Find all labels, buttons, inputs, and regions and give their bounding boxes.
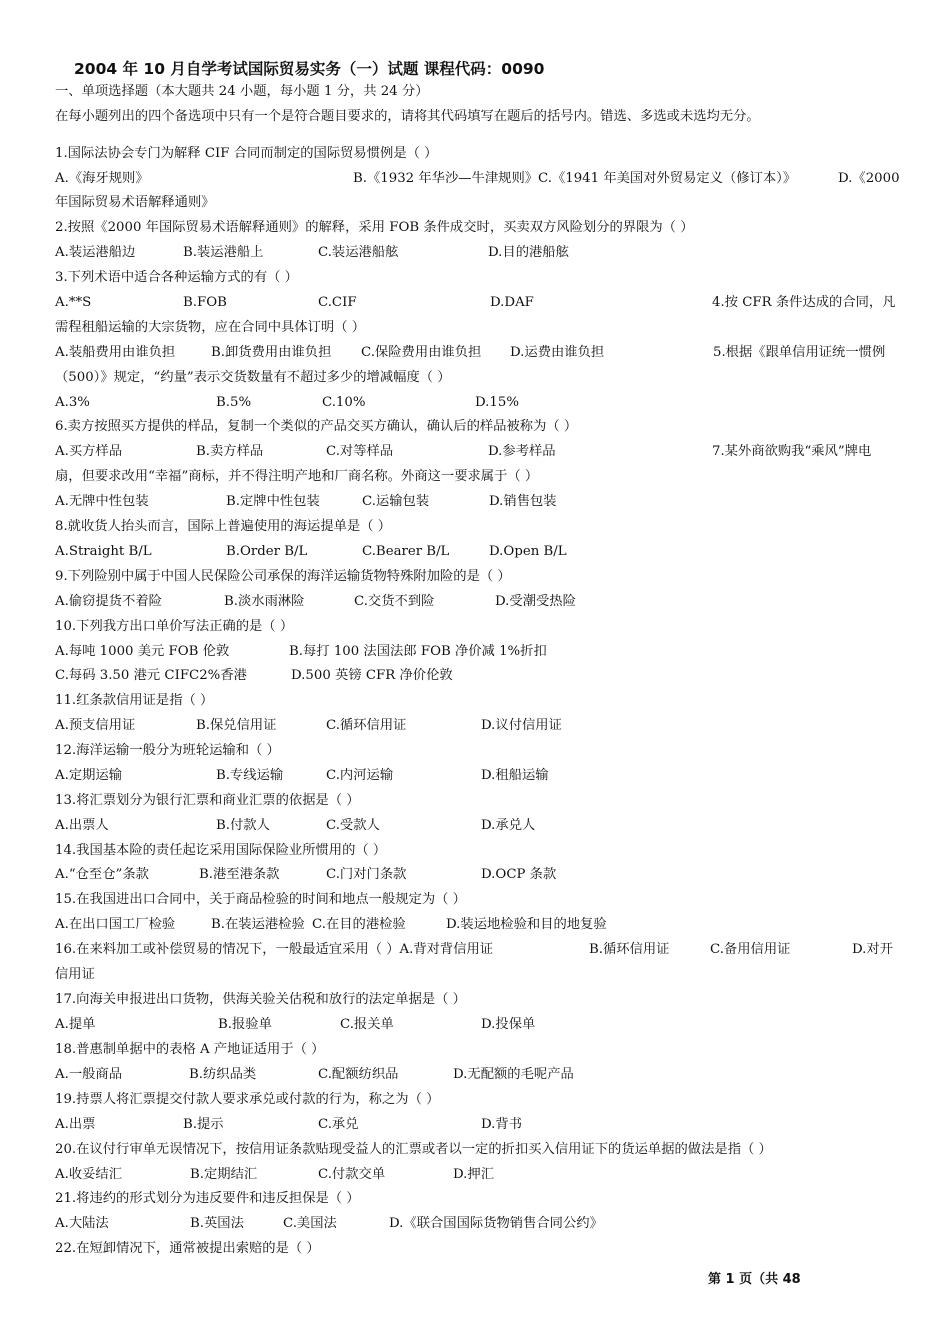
option-text: A.**S <box>55 295 92 310</box>
option-text: D.《联合国国际货物销售合同公约》 <box>389 1216 603 1231</box>
line-text: 20.在议付行审单无误情况下，按信用证条款贴现受益人的汇票或者以一定的折扣买入信用证下的货运单据的做法是指（ ） <box>55 1142 772 1157</box>
line-text: 19.持票人将汇票提交付款人要求承兑或付款的行为，称之为（ ） <box>55 1092 440 1107</box>
option-text: D.参考样品 <box>488 444 556 459</box>
option-text: C.报关单 <box>340 1017 394 1032</box>
option-text: 4.按 CFR 条件达成的合同，凡 <box>712 295 896 310</box>
line-text: 18.普惠制单据中的表格 A 产地证适用于（ ） <box>55 1042 325 1057</box>
option-text: B.港至港条款 <box>199 867 280 882</box>
option-text: D.受潮受热险 <box>495 594 576 609</box>
option-text: C.运输包装 <box>362 494 430 509</box>
option-text: C.付款交单 <box>318 1167 386 1182</box>
option-text: C.交货不到险 <box>354 594 435 609</box>
line-text: 8.就收货人抬头而言，国际上普遍使用的海运提单是（ ） <box>55 519 392 534</box>
option-text: A.出票人 <box>55 818 109 833</box>
option-text: A.每吨 1000 美元 FOB 伦敦 <box>55 644 230 659</box>
option-text: D.背书 <box>481 1117 523 1132</box>
option-text: A.大陆法 <box>55 1216 109 1231</box>
option-text: D.Open B/L <box>489 544 567 559</box>
line-text: 扇，但要求改用“幸福”商标，并不得注明产地和厂商名称。外商这一要求属于（ ） <box>55 469 539 484</box>
option-text: C.内河运输 <box>326 768 394 783</box>
option-text: B.每打 100 法国法郎 FOB 净价减 1%折扣 <box>289 644 547 659</box>
line-text: 在每小题列出的四个备选项中只有一个是符合题目要求的，请将其代码填写在题后的括号内。错选、多选或未选均无分。 <box>55 109 760 124</box>
option-text: D.议付信用证 <box>481 718 562 733</box>
option-text: C.装运港船舷 <box>318 245 399 260</box>
page-footer: 第 1 页（共 48 <box>708 1272 801 1287</box>
line-text: 10.下列我方出口单价写法正确的是（ ） <box>55 619 294 634</box>
line-text: 17.向海关申报进出口货物，供海关验关估税和放行的法定单据是（ ） <box>55 992 466 1007</box>
line-text: 15.在我国进出口合同中，关于商品检验的时间和地点一般规定为（ ） <box>55 892 466 907</box>
option-text: B.5% <box>216 395 252 410</box>
option-text: B.纺织品类 <box>189 1067 257 1082</box>
option-text: D.无配额的毛呢产品 <box>453 1067 574 1082</box>
option-text: A.装运港船边 <box>55 245 136 260</box>
line-text: 11.红条款信用证是指（ ） <box>55 693 214 708</box>
option-text: A.无牌中性包装 <box>55 494 149 509</box>
option-text: A.买方样品 <box>55 444 123 459</box>
option-text: A.3% <box>55 395 90 410</box>
option-text: C.备用信用证 <box>710 942 791 957</box>
option-text: C.保险费用由谁负担 <box>361 345 482 360</box>
option-text: B.卸货费用由谁负担 <box>211 345 332 360</box>
option-text: A.提单 <box>55 1017 96 1032</box>
line-text: 22.在短卸情况下，通常被提出索赔的是（ ） <box>55 1241 320 1256</box>
option-text: D.目的港船舷 <box>488 245 569 260</box>
option-text: D.销售包装 <box>489 494 557 509</box>
line-text: 12.海洋运输一般分为班轮运输和（ ） <box>55 743 280 758</box>
option-text: A.Straight B/L <box>55 544 152 559</box>
option-text: C.承兑 <box>318 1117 359 1132</box>
option-text: A.一般商品 <box>55 1067 123 1082</box>
option-text: 7.某外商欲购我“乘风”牌电 <box>712 444 872 459</box>
option-text: A.“仓至仓”条款 <box>55 867 149 882</box>
option-text: B.专线运输 <box>216 768 284 783</box>
option-text: D.押汇 <box>453 1167 495 1182</box>
option-text: C.CIF <box>318 295 357 310</box>
line-text: 21.将违约的形式划分为违反要件和违反担保是（ ） <box>55 1191 360 1206</box>
option-text: D.租船运输 <box>481 768 549 783</box>
option-text: A.装船费用由谁负担 <box>55 345 176 360</box>
option-text: D.OCP 条款 <box>481 867 557 882</box>
line-text: 需程租船运输的大宗货物，应在合同中具体订明（ ） <box>55 320 366 335</box>
option-text: C.门对门条款 <box>326 867 407 882</box>
option-text: D.承兑人 <box>481 818 536 833</box>
option-text: B.《1932 年华沙—牛津规则》C.《1941 年美国对外贸易定义（修订本）》 <box>353 171 797 186</box>
option-text: D.装运地检验和目的地复验 <box>446 917 607 932</box>
line-text: 年国际贸易术语解释通则》 <box>55 195 215 210</box>
line-text: 一、单项选择题（本大题共 24 小题，每小题 1 分，共 24 分） <box>55 84 429 99</box>
option-text: C.美国法 <box>283 1216 337 1231</box>
line-text: 3.下列术语中适合各种运输方式的有（ ） <box>55 270 298 285</box>
option-text: D.DAF <box>490 295 534 310</box>
option-text: C.受款人 <box>326 818 380 833</box>
option-text: C.10% <box>322 395 366 410</box>
line-text: 14.我国基本险的责任起讫采用国际保险业所惯用的（ ） <box>55 843 387 858</box>
line-text: （500）》规定，“约量”表示交货数量有不超过多少的增减幅度（ ） <box>55 370 451 385</box>
option-text: B.Order B/L <box>226 544 308 559</box>
option-text: B.提示 <box>183 1117 224 1132</box>
option-text: A.出票 <box>55 1117 96 1132</box>
option-text: D.运费由谁负担 <box>510 345 605 360</box>
line-text: 9.下列险别中属于中国人民保险公司承保的海洋运输货物特殊附加险的是（ ） <box>55 569 511 584</box>
option-text: C.对等样品 <box>326 444 394 459</box>
option-text: A.收妥结汇 <box>55 1167 123 1182</box>
option-text: A.偷窃提货不着险 <box>55 594 162 609</box>
option-text: 5.根据《跟单信用证统一惯例 <box>713 345 886 360</box>
line-text: 信用证 <box>55 967 95 982</box>
option-text: C.Bearer B/L <box>362 544 450 559</box>
option-text: B.定牌中性包装 <box>226 494 320 509</box>
option-text: A.预支信用证 <box>55 718 136 733</box>
option-text: D.投保单 <box>481 1017 536 1032</box>
option-text: 16.在来料加工或补偿贸易的情况下，一般最适宜采用（ ）A.背对背信用证 <box>55 942 494 957</box>
option-text: B.卖方样品 <box>196 444 264 459</box>
option-text: B.装运港船上 <box>183 245 264 260</box>
option-text: D.15% <box>475 395 519 410</box>
option-text: B.在装运港检验 <box>211 917 305 932</box>
option-text: A.《海牙规则》 <box>55 171 149 186</box>
option-text: B.定期结汇 <box>190 1167 258 1182</box>
line-text: 2.按照《2000 年国际贸易术语解释通则》的解释，采用 FOB 条件成交时，买卖双方风险划分的界限为（ ） <box>55 220 694 235</box>
line-text: 1.国际法协会专门为解释 CIF 合同而制定的国际贸易惯例是（ ） <box>55 146 438 161</box>
option-text: D.500 英镑 CFR 净价伦敦 <box>291 668 453 683</box>
option-text: B.循环信用证 <box>589 942 670 957</box>
option-text: C.在目的港检验 <box>312 917 406 932</box>
option-text: C.循环信用证 <box>326 718 407 733</box>
option-text: A.在出口国工厂检验 <box>55 917 176 932</box>
option-text: C.每码 3.50 港元 CIFC2%香港 <box>55 668 247 683</box>
option-text: B.报验单 <box>218 1017 272 1032</box>
option-text: B.保兑信用证 <box>196 718 277 733</box>
option-text: D.对开 <box>852 942 894 957</box>
line-text: 13.将汇票划分为银行汇票和商业汇票的依据是（ ） <box>55 793 360 808</box>
option-text: B.英国法 <box>190 1216 244 1231</box>
option-text: D.《2000 <box>838 171 900 186</box>
option-text: A.定期运输 <box>55 768 123 783</box>
line-text: 6.卖方按照买方提供的样品，复制一个类似的产品交买方确认，确认后的样品被称为（ ） <box>55 419 578 434</box>
option-text: B.FOB <box>183 295 227 310</box>
option-text: B.付款人 <box>216 818 270 833</box>
option-text: B.淡水雨淋险 <box>224 594 305 609</box>
page-title: 2004 年 10 月自学考试国际贸易实务（一）试题 课程代码：0090 <box>74 60 545 78</box>
option-text: C.配额纺织品 <box>318 1067 399 1082</box>
